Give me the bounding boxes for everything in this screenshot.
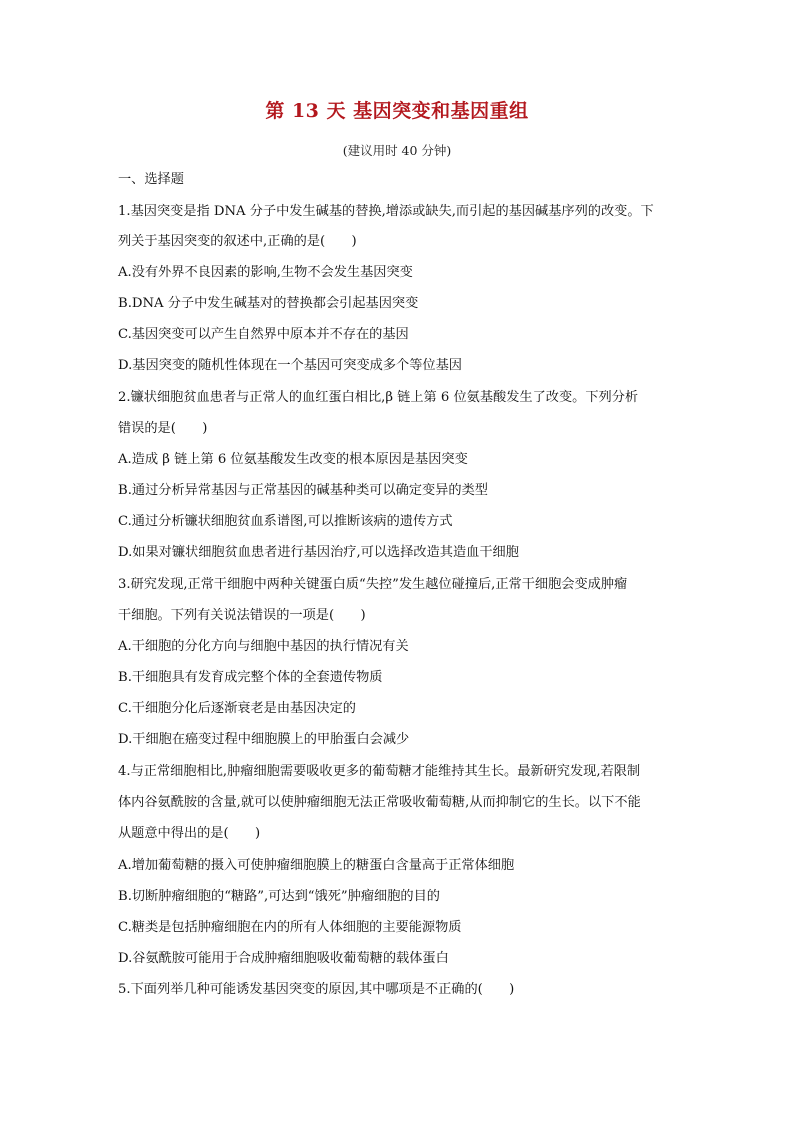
question-2-option-d: D.如果对镰状细胞贫血患者进行基因治疗,可以选择改造其造血干细胞 [118,545,519,560]
question-4-option-b: B.切断肿瘤细胞的“糖路”,可达到“饿死”肿瘤细胞的目的 [118,889,440,904]
question-1-option-c: C.基因突变可以产生自然界中原本并不存在的基因 [118,327,409,342]
section-heading: 一、选择题 [118,172,184,187]
question-3-option-b: B.干细胞具有发育成完整个体的全套遗传物质 [118,670,383,685]
question-3-stem-line-2: 干细胞。下列有关说法错误的一项是( ) [118,608,366,623]
question-2-option-c: C.通过分析镰状细胞贫血系谱图,可以推断该病的遗传方式 [118,514,453,529]
question-4-option-a: A.增加葡萄糖的摄入可使肿瘤细胞膜上的糖蛋白含量高于正常体细胞 [118,858,515,873]
question-4-option-c: C.糖类是包括肿瘤细胞在内的所有人体细胞的主要能源物质 [118,920,462,935]
question-3-stem-line-1: 3.研究发现,正常干细胞中两种关键蛋白质“失控”发生越位碰撞后,正常干细胞会变成肿瘤 [118,577,628,592]
question-3-option-c: C.干细胞分化后逐渐衰老是由基因决定的 [118,701,356,716]
question-4-stem-line-2: 体内谷氨酰胺的含量,就可以使肿瘤细胞无法正常吸收葡萄糖,从而抑制它的生长。以下不能 [118,795,641,810]
question-1-option-b: B.DNA 分子中发生碱基对的替换都会引起基因突变 [118,296,419,311]
question-2-stem-line-2: 错误的是( ) [118,421,208,436]
page-title: 第 13 天 基因突变和基因重组 [265,100,529,122]
question-3-option-a: A.干细胞的分化方向与细胞中基因的执行情况有关 [118,639,409,654]
question-1-stem-line-2: 列关于基因突变的叙述中,正确的是( ) [118,234,357,249]
question-4-stem-line-3: 从题意中得出的是( ) [118,826,261,841]
question-3-option-d: D.干细胞在癌变过程中细胞膜上的甲胎蛋白会减少 [118,732,410,747]
question-1-option-d: D.基因突变的随机性体现在一个基因可突变成多个等位基因 [118,358,462,373]
question-2-option-b: B.通过分析异常基因与正常基因的碱基种类可以确定变异的类型 [118,483,488,498]
question-4-option-d: D.谷氨酰胺可能用于合成肿瘤细胞吸收葡萄糖的载体蛋白 [118,951,449,966]
question-1-stem-line-1: 1.基因突变是指 DNA 分子中发生碱基的替换,增添或缺失,而引起的基因碱基序列的改变。下 [118,204,654,219]
question-2-option-a: A.造成 β 链上第 6 位氨基酸发生改变的根本原因是基因突变 [118,452,468,467]
question-4-stem-line-1: 4.与正常细胞相比,肿瘤细胞需要吸收更多的葡萄糖才能维持其生长。最新研究发现,若限制 [118,764,641,779]
question-5-stem-line-1: 5.下面列举几种可能诱发基因突变的原因,其中哪项是不正确的( ) [118,982,515,997]
time-suggestion: (建议用时 40 分钟) [342,143,452,158]
question-2-stem-line-1: 2.镰状细胞贫血患者与正常人的血红蛋白相比,β 链上第 6 位氨基酸发生了改变。下列分析 [118,390,639,405]
question-1-option-a: A.没有外界不良因素的影响,生物不会发生基因突变 [118,265,413,280]
